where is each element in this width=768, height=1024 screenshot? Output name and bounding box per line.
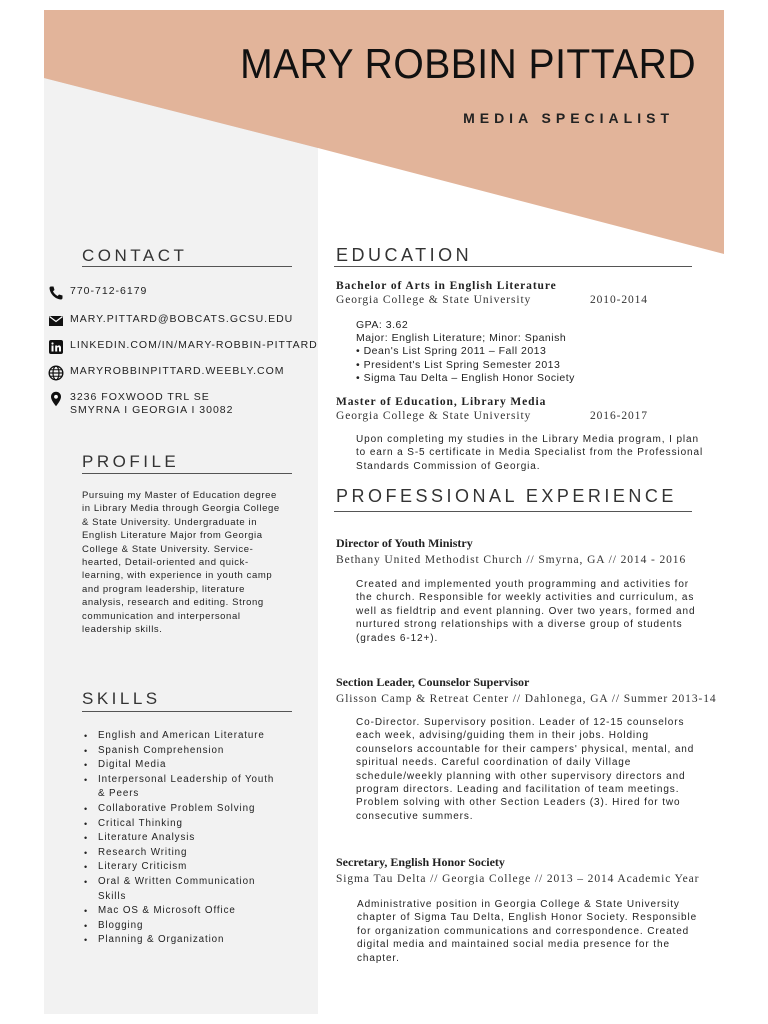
profile-line: leadership skills.: [82, 624, 163, 636]
job-org: Bethany United Methodist Church // Smyrna, GA // 2014 - 2016: [336, 554, 687, 566]
job-line: Administrative position in Georgia College & State University: [357, 899, 680, 910]
skill-item: • Planning & Organization: [84, 933, 284, 948]
address-line-1: 3236 FOXWOOD TRL SE: [70, 391, 210, 403]
contact-divider: [82, 266, 292, 267]
skill-item: • Oral & Written Communication Skills: [84, 875, 284, 904]
degree-dates: 2010-2014: [590, 294, 648, 306]
phone-text: 770-712-6179: [70, 285, 148, 297]
degree-detail-line: Upon completing my studies in the Library Media program, I plan: [356, 434, 699, 445]
skill-item: • Collaborative Problem Solving: [84, 802, 284, 817]
degree-institution: Georgia College & State University: [336, 294, 532, 306]
job-line: the church. Responsible for weekly activities and curriculum, as: [356, 592, 695, 604]
experience-divider: [334, 511, 692, 512]
profile-summary: [82, 489, 300, 636]
phone-icon: [48, 285, 64, 301]
skills-divider: [82, 711, 292, 712]
skill-item: • Digital Media: [84, 758, 284, 773]
skill-item: • Research Writing: [84, 846, 284, 861]
skill-item: • Interpersonal Leadership of Youth & Peers: [84, 773, 284, 802]
job-line: counselors accountable for their campers' physical, mental, and: [356, 743, 695, 755]
globe-icon: [48, 365, 64, 381]
contact-address: [48, 391, 233, 417]
degree-detail-line: to earn a S-5 certificate in Media Specialist from the Professional: [356, 447, 704, 459]
profile-line: communication and interpersonal: [82, 610, 241, 622]
skill-item: • Spanish Comprehension: [84, 744, 284, 759]
degree-detail-line: • Dean's List Spring 2011 – Fall 2013: [356, 345, 547, 358]
candidate-name: MARY ROBBIN PITTARD: [240, 40, 696, 87]
website-text: MARYROBBINPITTARD.WEEBLY.COM: [70, 365, 285, 377]
profile-divider: [82, 473, 292, 474]
job-title: Section Leader, Counselor Supervisor: [336, 675, 530, 689]
email-text: MARY.PITTARD@BOBCATS.GCSU.EDU: [70, 313, 294, 325]
profile-line: College & State University. Service-: [82, 543, 254, 555]
linkedin-icon: [48, 339, 64, 355]
skill-item: • English and American Literature: [84, 729, 284, 744]
skills-list: [84, 729, 284, 948]
experience-heading: PROFESSIONAL EXPERIENCE: [336, 486, 677, 506]
job-line: program directors. Leading and facilitation of team meetings.: [356, 784, 680, 796]
job-description: [356, 716, 694, 823]
job-line: spiritual needs. Careful coordination of daily Village: [356, 757, 632, 769]
job-line: digital media and maintained social media presence for the: [357, 939, 670, 951]
degree-details: [356, 319, 575, 385]
linkedin-text: LINKEDIN.COM/IN/MARY-ROBBIN-PITTARD: [70, 339, 318, 351]
profile-line: English Literature Major from Georgia: [82, 530, 263, 542]
profile-line: in Library Media through Georgia College: [82, 503, 280, 515]
degree-dates: 2016-2017: [590, 410, 648, 422]
job-description: [357, 898, 697, 965]
job-line: nurtured strong relationships with a diverse group of students: [356, 619, 683, 631]
job-line: for organization communications and correspondence. Created: [357, 925, 690, 937]
profile-line: Pursuing my Master of Education degree: [82, 490, 277, 501]
degree-detail-line: • Sigma Tau Delta – English Honor Society: [356, 371, 575, 384]
contact-linkedin[interactable]: [48, 339, 318, 355]
job-line: (grades 6-12+).: [356, 632, 439, 644]
job-line: Problem solving with other Section Leaders (3). Hired for two: [356, 797, 681, 809]
skill-item: • Mac OS & Microsoft Office: [84, 904, 284, 919]
profile-line: and program leadership, literature: [82, 583, 245, 595]
candidate-title: MEDIA SPECIALIST: [463, 110, 674, 126]
contact-website[interactable]: [48, 365, 285, 381]
degree-title: Master of Education, Library Media: [336, 396, 547, 408]
contact-phone[interactable]: [48, 285, 147, 301]
profile-line: hearted, Detail-oriented and quick-: [82, 557, 249, 569]
education-heading: EDUCATION: [336, 245, 473, 265]
job-description: [356, 578, 695, 645]
contact-heading: CONTACT: [82, 246, 188, 265]
job-title: Director of Youth Ministry: [336, 536, 473, 550]
degree-details: [356, 433, 703, 473]
profile-line: analysis, research and editing. Strong: [82, 597, 264, 609]
envelope-icon: [48, 313, 64, 329]
degree-institution: Georgia College & State University: [336, 410, 532, 422]
job-line: Created and implemented youth programming and activities for: [356, 579, 690, 590]
location-pin-icon: [48, 391, 64, 407]
job-org: Glisson Camp & Retreat Center // Dahlonega, GA // Summer 2013-14: [336, 693, 717, 705]
address-line-2: SMYRNA I GEORGIA I 30082: [70, 404, 234, 416]
job-line: Co-Director. Supervisory position. Leader of 12-15 counselors: [356, 717, 685, 728]
degree-detail-line: Major: English Literature; Minor: Spanish: [356, 332, 567, 345]
job-line: consecutive summers.: [356, 810, 474, 822]
job-line: chapter of Sigma Tau Delta, English Honor Society. Responsible: [357, 912, 698, 924]
contact-email[interactable]: [48, 313, 293, 329]
skills-heading: SKILLS: [82, 689, 161, 708]
job-line: well as fieldtrip and event planning. Over two years, formed and: [356, 605, 696, 617]
skill-item: • Literary Criticism: [84, 860, 284, 875]
profile-heading: PROFILE: [82, 452, 180, 471]
degree-detail-line: • President's List Spring Semester 2013: [356, 358, 561, 371]
degree-detail-line: GPA: 3.62: [356, 319, 409, 331]
education-divider: [334, 266, 692, 267]
profile-line: learning, with experience in youth camp: [82, 570, 273, 582]
job-line: each week, advising/guiding them in their jobs. Holding: [356, 730, 649, 742]
degree-detail-line: Standards Commission of Georgia.: [356, 460, 541, 472]
job-line: chapter.: [357, 952, 400, 964]
skill-item: • Critical Thinking: [84, 817, 284, 832]
job-org: Sigma Tau Delta // Georgia College // 2013 – 2014 Academic Year: [336, 873, 700, 885]
skill-item: • Literature Analysis: [84, 831, 284, 846]
job-title: Secretary, English Honor Society: [336, 855, 505, 869]
profile-line: & State University. Undergraduate in: [82, 516, 258, 528]
degree-title: Bachelor of Arts in English Literature: [336, 280, 557, 292]
job-line: schedule/weekly planning with other supervisory directors and: [356, 770, 686, 782]
skill-item: • Blogging: [84, 919, 284, 934]
